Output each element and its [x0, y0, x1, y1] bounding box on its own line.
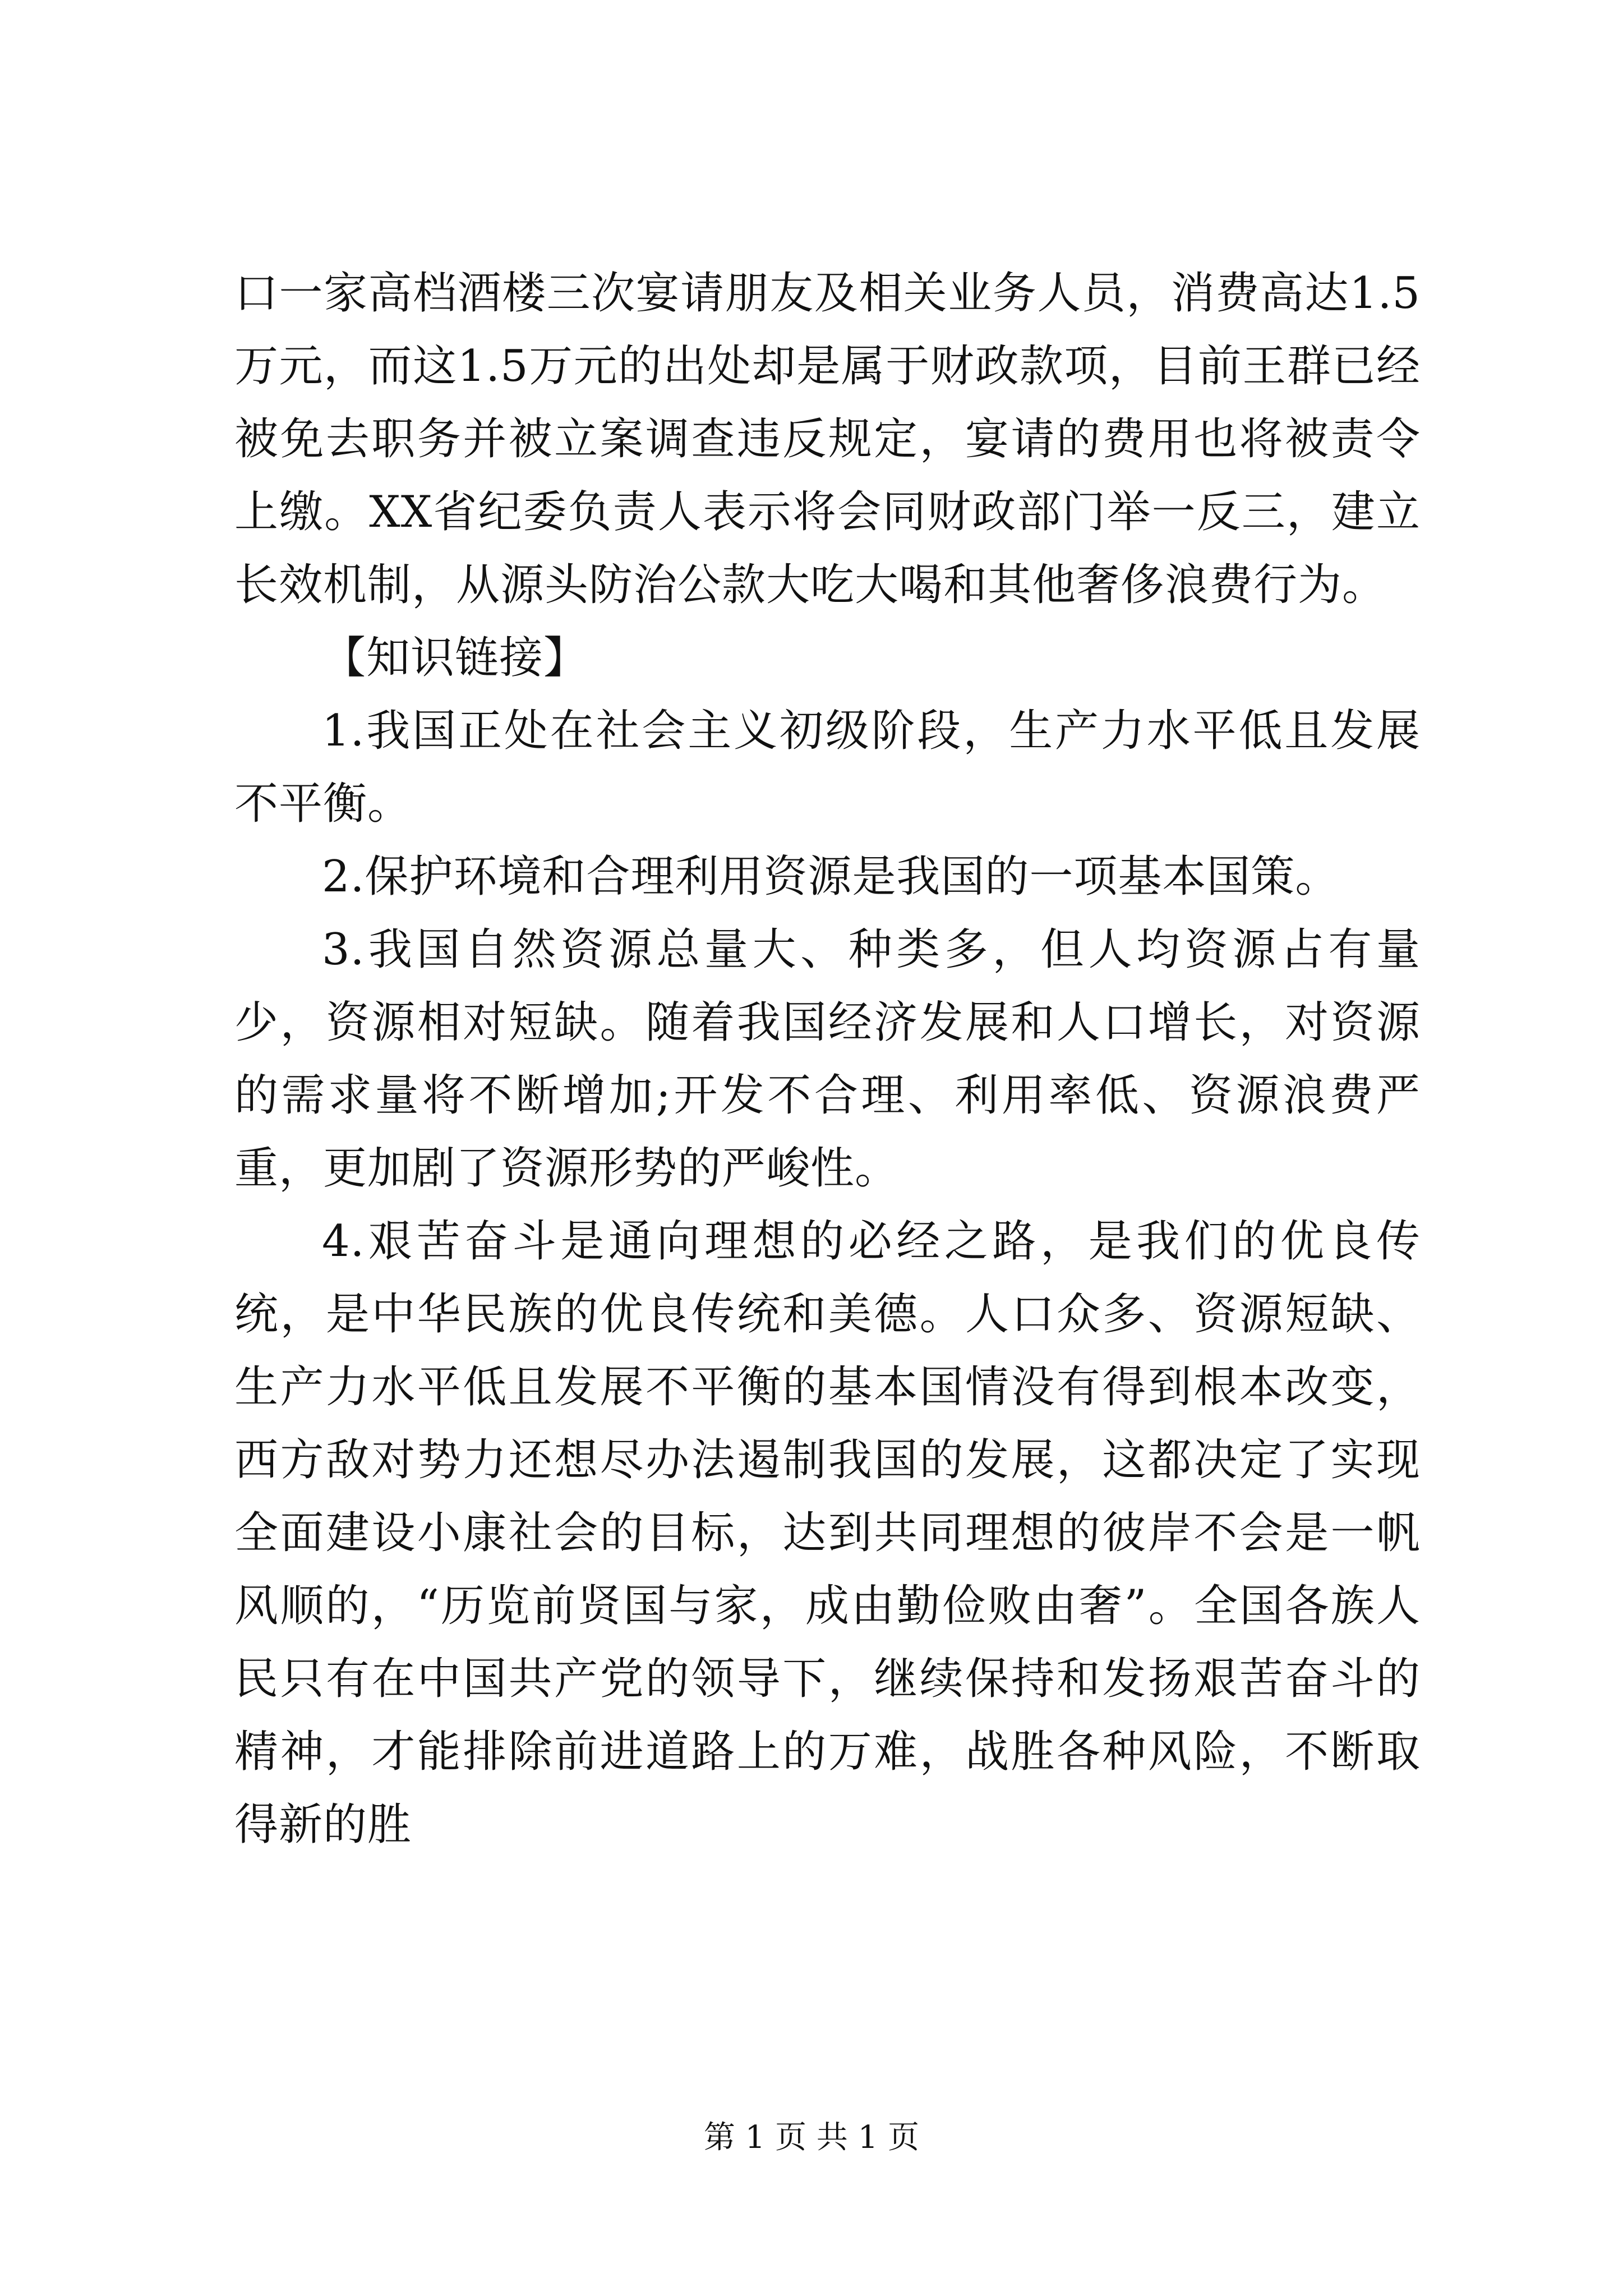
paragraph-1: 口一家高档酒楼三次宴请朋友及相关业务人员，消费高达1.5万元，而这1.5万元的出处却是属于财政款项，目前王群已经被免去职务并被立案调查违反规定，宴请的费用也将被责令上缴。XX省纪委负责人表示将会同财政部门举一反三，建立长效机制，从源头防治公款大吃大喝和其他奢侈浪费行为。 — [234, 268, 1421, 610]
paragraph-point-4: 4.艰苦奋斗是通向理想的必经之路，是我们的优良传统，是中华民族的优良传统和美德。人口众多、资源短缺、生产力水平低且发展不平衡的基本国情没有得到根本改变，西方敌对势力还想尽办法遏制我国的发展，这都决定了实现全面建设小康社会的目标，达到共同理想的彼岸不会是一帆风顺的，“历览前贤国与家，成由勤俭败由奢”。全国各族人民只有在中国共产党的领导下，继续保持和发扬艰苦奋斗的精神，才能排除前进道路上的万难，战胜各种风险，不断取得新的胜 — [234, 1216, 1421, 1850]
page-footer: 第 1 页 共 1 页 — [703, 2119, 920, 2156]
paragraph-point-2: 2.保护环境和合理利用资源是我国的一项基本国策。 — [322, 852, 1340, 902]
paragraph-point-3: 3.我国自然资源总量大、种类多，但人均资源占有量少，资源相对短缺。随着我国经济发展和人口增长，对资源的需求量将不断增加;开发不合理、利用率低、资源浪费严重，更加剧了资源形势的严峻性。 — [234, 924, 1421, 1194]
document-body — [234, 257, 1421, 1861]
paragraph-point-1: 1.我国正处在社会主义初级阶段，生产力水平低且发展不平衡。 — [234, 706, 1421, 829]
paragraph-knowledge-link-heading: 【知识链接】 — [322, 633, 588, 683]
